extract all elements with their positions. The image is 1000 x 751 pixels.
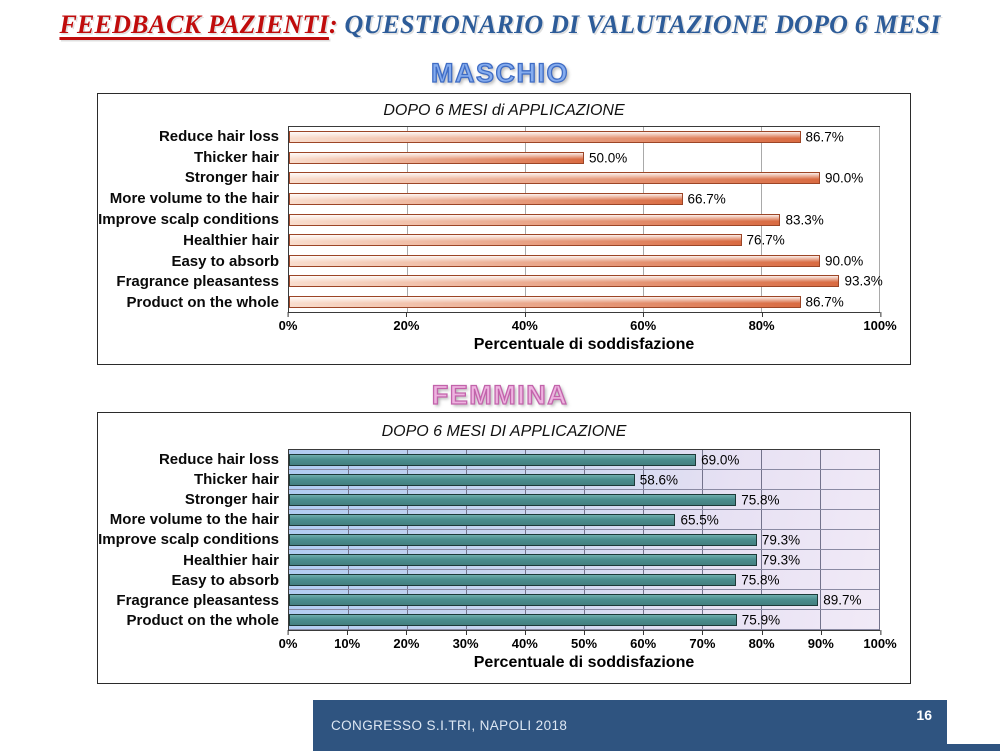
value-label: 50.0% bbox=[589, 150, 628, 166]
bar bbox=[289, 296, 801, 308]
value-label: 75.9% bbox=[741, 612, 781, 627]
bar-row bbox=[289, 230, 879, 251]
bar bbox=[289, 454, 696, 466]
slide-title-red: FEEDBACK PAZIENTI bbox=[59, 10, 329, 39]
value-label: 76.7% bbox=[746, 232, 785, 248]
footer-text: CONGRESSO S.I.TRI, NAPOLI 2018 bbox=[331, 718, 568, 733]
slide-title-colon: : bbox=[328, 10, 338, 39]
x-tick-label: 20% bbox=[393, 318, 420, 333]
bar-row bbox=[289, 530, 879, 550]
bar bbox=[289, 554, 757, 566]
bar-row bbox=[289, 168, 879, 189]
x-tick-label: 0% bbox=[278, 636, 298, 651]
value-label: 90.0% bbox=[825, 253, 864, 269]
bar-row bbox=[289, 490, 879, 510]
bar bbox=[289, 514, 675, 526]
x-tick-label: 70% bbox=[689, 636, 716, 651]
value-label: 79.3% bbox=[761, 532, 801, 547]
bar-row bbox=[289, 127, 879, 148]
category-axis bbox=[98, 449, 288, 631]
category-label: Easy to absorb bbox=[171, 571, 279, 589]
bar-row bbox=[289, 610, 879, 630]
section-label-femmina: FEMMINA bbox=[431, 380, 569, 410]
x-tick-label: 80% bbox=[748, 636, 775, 651]
value-label: 75.8% bbox=[741, 572, 780, 587]
x-tick-label: 40% bbox=[511, 636, 538, 651]
category-label: More volume to the hair bbox=[109, 190, 279, 208]
value-label: 66.7% bbox=[687, 191, 726, 207]
category-label: Thicker hair bbox=[193, 148, 279, 166]
bar-row bbox=[289, 510, 879, 530]
section-label-maschio: MASCHIO bbox=[431, 58, 569, 88]
plot-wrap bbox=[98, 126, 910, 313]
bar bbox=[289, 574, 736, 586]
plot-wrap bbox=[98, 449, 910, 631]
bar bbox=[289, 594, 818, 606]
slide-title bbox=[0, 10, 1000, 40]
bar-row bbox=[289, 189, 879, 210]
category-label: Thicker hair bbox=[193, 470, 279, 488]
category-label: Product on the whole bbox=[126, 294, 279, 312]
value-label: 65.5% bbox=[680, 512, 719, 527]
slide-title-blue: QUESTIONARIO DI VALUTAZIONE DOPO 6 MESI bbox=[337, 10, 941, 39]
bar-row bbox=[289, 250, 879, 271]
bar-row bbox=[289, 470, 879, 490]
x-axis-label: Percentuale di soddisfazione bbox=[473, 336, 695, 353]
value-label: 58.6% bbox=[639, 472, 679, 487]
gridline bbox=[879, 450, 880, 630]
value-label: 83.3% bbox=[785, 212, 824, 228]
x-tick-label: 30% bbox=[452, 636, 479, 651]
bar bbox=[289, 614, 737, 626]
value-label: 86.7% bbox=[805, 129, 844, 145]
bar bbox=[289, 494, 736, 506]
bar-row bbox=[289, 148, 879, 169]
bar-row bbox=[289, 590, 879, 610]
bar-row bbox=[289, 292, 879, 313]
bar-row bbox=[289, 209, 879, 230]
bar-row bbox=[289, 570, 879, 590]
category-axis bbox=[98, 126, 288, 313]
bar bbox=[289, 275, 839, 287]
value-label: 90.0% bbox=[825, 170, 864, 186]
category-label: Easy to absorb bbox=[171, 252, 279, 270]
value-label: 69.0% bbox=[701, 452, 740, 467]
value-label: 89.7% bbox=[823, 592, 862, 607]
value-label: 86.7% bbox=[805, 294, 844, 310]
plot-area bbox=[288, 126, 883, 313]
x-tick-label: 60% bbox=[630, 636, 657, 651]
bar-row bbox=[289, 450, 879, 470]
x-tick-label: 80% bbox=[748, 318, 775, 333]
category-label: Fragrance pleasantess bbox=[116, 592, 279, 610]
chart-title: DOPO 6 MESI di APPLICAZIONE bbox=[383, 102, 625, 119]
category-label: Product on the whole bbox=[126, 612, 279, 630]
x-axis bbox=[278, 313, 897, 335]
x-tick-label: 10% bbox=[334, 636, 361, 651]
x-axis-label: Percentuale di soddisfazione bbox=[473, 654, 695, 671]
bar-row bbox=[289, 550, 879, 570]
value-label: 93.3% bbox=[844, 273, 883, 289]
category-label: Healthier hair bbox=[183, 231, 279, 249]
category-label: Reduce hair loss bbox=[158, 127, 279, 145]
value-label: 75.8% bbox=[741, 492, 780, 507]
bar bbox=[289, 534, 757, 546]
footer-strip bbox=[313, 744, 1000, 751]
chart-title: DOPO 6 MESI DI APPLICAZIONE bbox=[381, 423, 627, 440]
bar-row bbox=[289, 271, 883, 292]
x-tick-label: 40% bbox=[511, 318, 538, 333]
page-number: 16 bbox=[916, 707, 932, 723]
bar bbox=[289, 234, 742, 246]
x-axis bbox=[278, 631, 897, 653]
bar bbox=[289, 152, 584, 164]
bar bbox=[289, 172, 820, 184]
category-label: More volume to the hair bbox=[109, 511, 279, 529]
category-label: Improve scalp conditions bbox=[98, 211, 279, 229]
category-label: Healthier hair bbox=[183, 551, 279, 569]
x-tick-label: 100% bbox=[863, 318, 897, 333]
x-tick-label: 0% bbox=[278, 318, 298, 333]
x-tick-label: 50% bbox=[570, 636, 598, 651]
category-label: Stronger hair bbox=[184, 169, 279, 187]
bar bbox=[289, 255, 820, 267]
x-tick-label: 60% bbox=[630, 318, 657, 333]
category-label: Stronger hair bbox=[184, 491, 279, 509]
category-label: Improve scalp conditions bbox=[98, 531, 279, 549]
chart-femmina bbox=[97, 412, 911, 684]
category-label: Fragrance pleasantess bbox=[116, 273, 279, 291]
bar bbox=[289, 131, 801, 143]
chart-maschio bbox=[97, 93, 911, 365]
x-tick-label: 100% bbox=[863, 636, 897, 651]
x-tick-label: 90% bbox=[807, 636, 834, 651]
plot-area bbox=[288, 449, 880, 631]
category-label: Reduce hair loss bbox=[158, 450, 279, 468]
x-tick-label: 20% bbox=[393, 636, 420, 651]
bar bbox=[289, 214, 780, 226]
bar bbox=[289, 193, 683, 205]
value-label: 79.3% bbox=[761, 552, 801, 567]
bar bbox=[289, 474, 635, 486]
